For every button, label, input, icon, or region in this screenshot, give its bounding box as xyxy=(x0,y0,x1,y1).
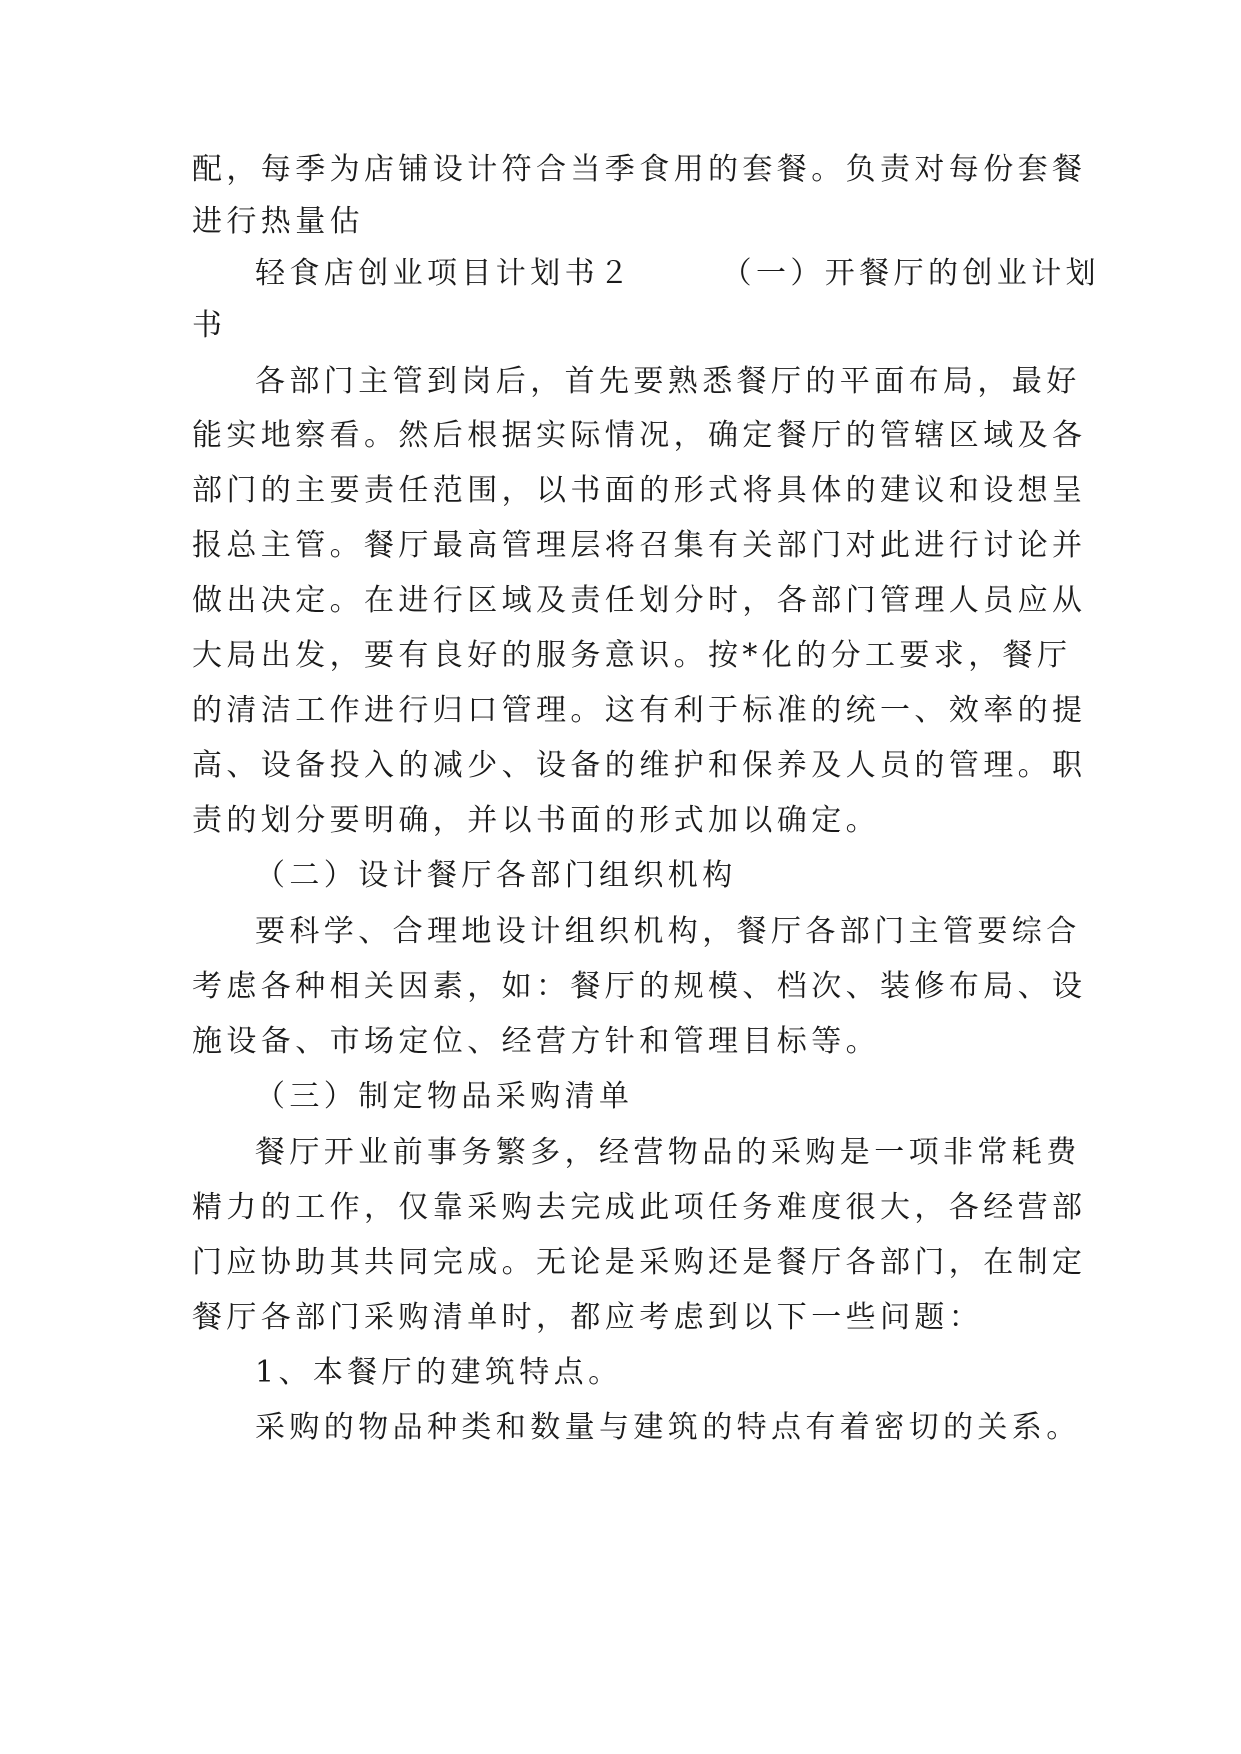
paragraph-line: 进行热量估 xyxy=(192,204,364,239)
paragraph-line: 餐厅各部门采购清单时，都应考虑到以下一些问题： xyxy=(192,1300,984,1335)
paragraph-line: 门应协助其共同完成。无论是采购还是餐厅各部门，在制定 xyxy=(192,1245,1087,1280)
paragraph-line: 精力的工作，仅靠采购去完成此项任务难度很大，各经营部 xyxy=(192,1190,1087,1225)
paragraph-line: 采购的物品种类和数量与建筑的特点有着密切的关系。 xyxy=(255,1410,1081,1445)
paragraph-line: 能实地察看。然后根据实际情况，确定餐厅的管辖区域及各 xyxy=(192,418,1087,453)
paragraph-line: 配，每季为店铺设计符合当季食用的套餐。负责对每份套餐 xyxy=(192,152,1087,187)
paragraph-line: 施设备、市场定位、经营方针和管理目标等。 xyxy=(192,1024,880,1059)
paragraph-line: 考虑各种相关因素，如：餐厅的规模、档次、装修布局、设 xyxy=(192,969,1087,1004)
paragraph-line: 高、设备投入的减少、设备的维护和保养及人员的管理。职 xyxy=(192,748,1087,783)
list-item-heading: 1、本餐厅的建筑特点。 xyxy=(255,1355,623,1390)
paragraph-line: 报总主管。餐厅最高管理层将召集有关部门对此进行讨论并 xyxy=(192,528,1087,563)
paragraph-line: 各部门主管到岗后，首先要熟悉餐厅的平面布局，最好 xyxy=(255,364,1081,399)
paragraph-line: 餐厅开业前事务繁多，经营物品的采购是一项非常耗费 xyxy=(255,1135,1081,1170)
paragraph-line: 责的划分要明确，并以书面的形式加以确定。 xyxy=(192,803,880,838)
paragraph-line: 要科学、合理地设计组织机构，餐厅各部门主管要综合 xyxy=(255,914,1081,949)
paragraph-line: 大局出发，要有良好的服务意识。按*化的分工要求，餐厅 xyxy=(192,638,1072,673)
paragraph-line: 的清洁工作进行归口管理。这有利于标准的统一、效率的提 xyxy=(192,693,1087,728)
section-heading: （二）设计餐厅各部门组织机构 xyxy=(255,858,737,893)
paragraph-line: 部门的主要责任范围，以书面的形式将具体的建议和设想呈 xyxy=(192,473,1087,508)
paragraph-line: 做出决定。在进行区域及责任划分时，各部门管理人员应从 xyxy=(192,583,1087,618)
section-heading-line: 书 xyxy=(192,308,227,343)
section-heading: （三）制定物品采购清单 xyxy=(255,1079,634,1114)
section-heading-line: 轻食店创业项目计划书２ （一）开餐厅的创业计划 xyxy=(255,256,1100,291)
